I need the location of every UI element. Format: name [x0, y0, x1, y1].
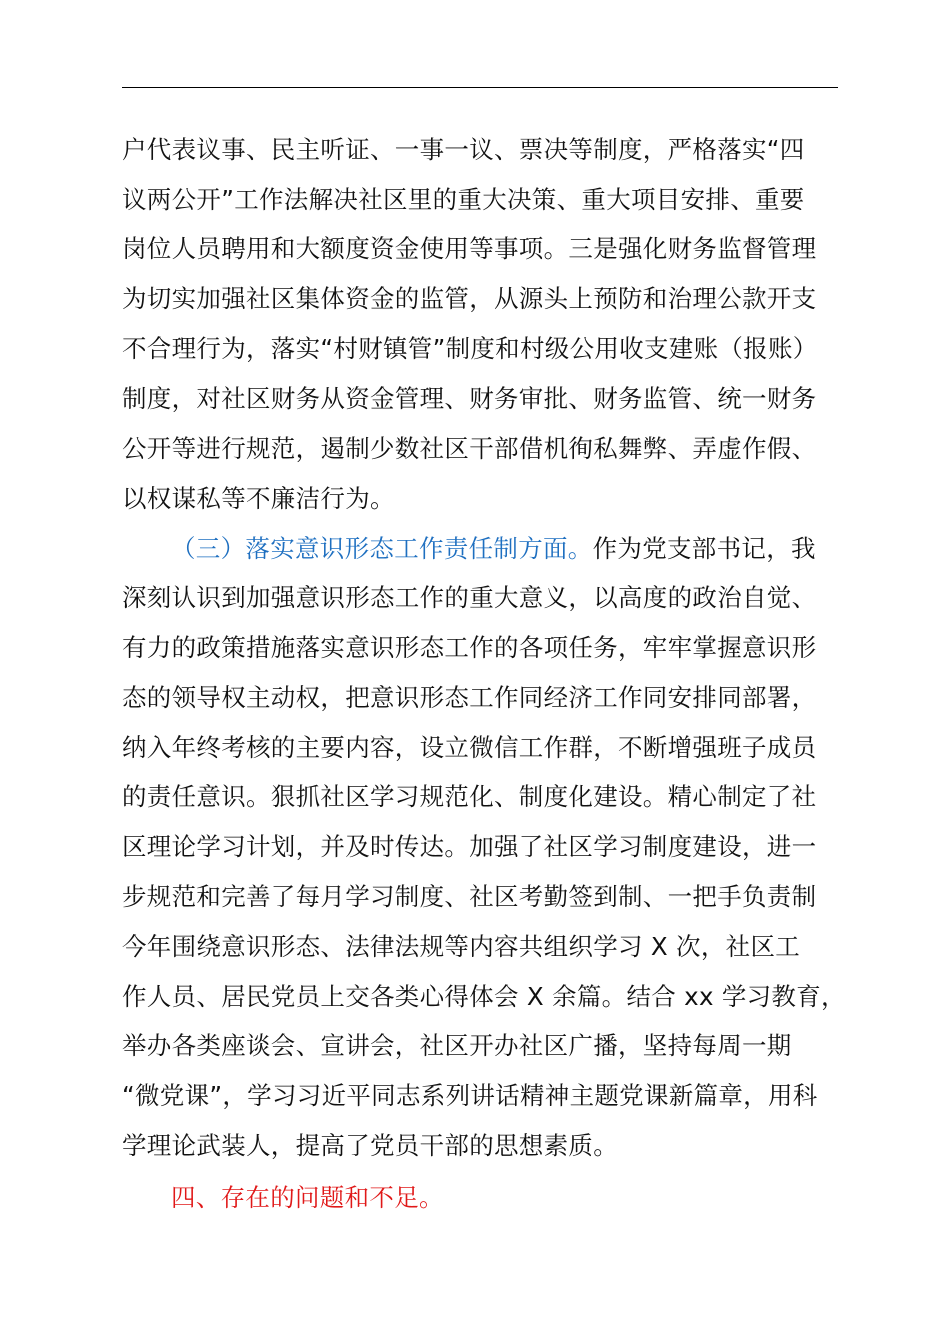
text-line: 纳入年终考核的主要内容，设立微信工作群，不断增强班子成员 [122, 733, 817, 762]
text-line: “微党课”，学习习近平同志系列讲话精神主题党课新篇章，用科 [122, 1081, 818, 1110]
text-line: 今年围绕意识形态、法律法规等内容共组织学习 X 次，社区工 [122, 932, 801, 961]
text-line: 公开等进行规范，遏制少数社区干部借机徇私舞弊、弄虚作假、 [122, 434, 817, 463]
text-line: 的责任意识。狠抓社区学习规范化、制度化建设。精心制定了社 [122, 782, 817, 811]
text-line: 议两公开”工作法解决社区里的重大决策、重大项目安排、重要 [122, 185, 805, 214]
header-rule [122, 87, 838, 88]
section-3-heading: （三）落实意识形态工作责任制方面。 [171, 534, 593, 563]
text-line: 区理论学习计划，并及时传达。加强了社区学习制度建设，进一 [122, 832, 817, 861]
text-line: 深刻认识到加强意识形态工作的重大意义，以高度的政治自觉、 [122, 583, 817, 612]
text-line: 制度，对社区财务从资金管理、财务审批、财务监管、统一财务 [122, 384, 817, 413]
section-3-intro: 作为党支部书记，我 [592, 534, 816, 563]
text-line: 不合理行为，落实“村财镇管”制度和村级公用收支建账（报账） [122, 334, 818, 363]
text-line: 有力的政策措施落实意识形态工作的各项任务，牢牢掌握意识形 [122, 633, 817, 662]
text-line: 户代表议事、民主听证、一事一议、票决等制度，严格落实“四 [122, 135, 805, 164]
text-line: 学理论武装人，提高了党员干部的思想素质。 [122, 1131, 618, 1160]
text-line: 态的领导权主动权，把意识形态工作同经济工作同安排同部署， [122, 683, 817, 712]
text-line: 为切实加强社区集体资金的监管，从源头上预防和治理公款开支 [122, 284, 817, 313]
text-line: 步规范和完善了每月学习制度、社区考勤签到制、一把手负责制 [122, 882, 817, 911]
text-line: 作人员、居民党员上交各类心得体会 X 余篇。结合 xx 学习教育， [122, 982, 846, 1011]
section-4-heading: 四、存在的问题和不足。 [171, 1183, 444, 1212]
text-line: 以权谋私等不廉洁行为。 [122, 484, 395, 513]
section-3-first-line [171, 534, 816, 564]
text-line: 岗位人员聘用和大额度资金使用等事项。三是强化财务监督管理 [122, 234, 817, 263]
text-line: 举办各类座谈会、宣讲会，社区开办社区广播，坚持每周一期 [122, 1031, 792, 1060]
